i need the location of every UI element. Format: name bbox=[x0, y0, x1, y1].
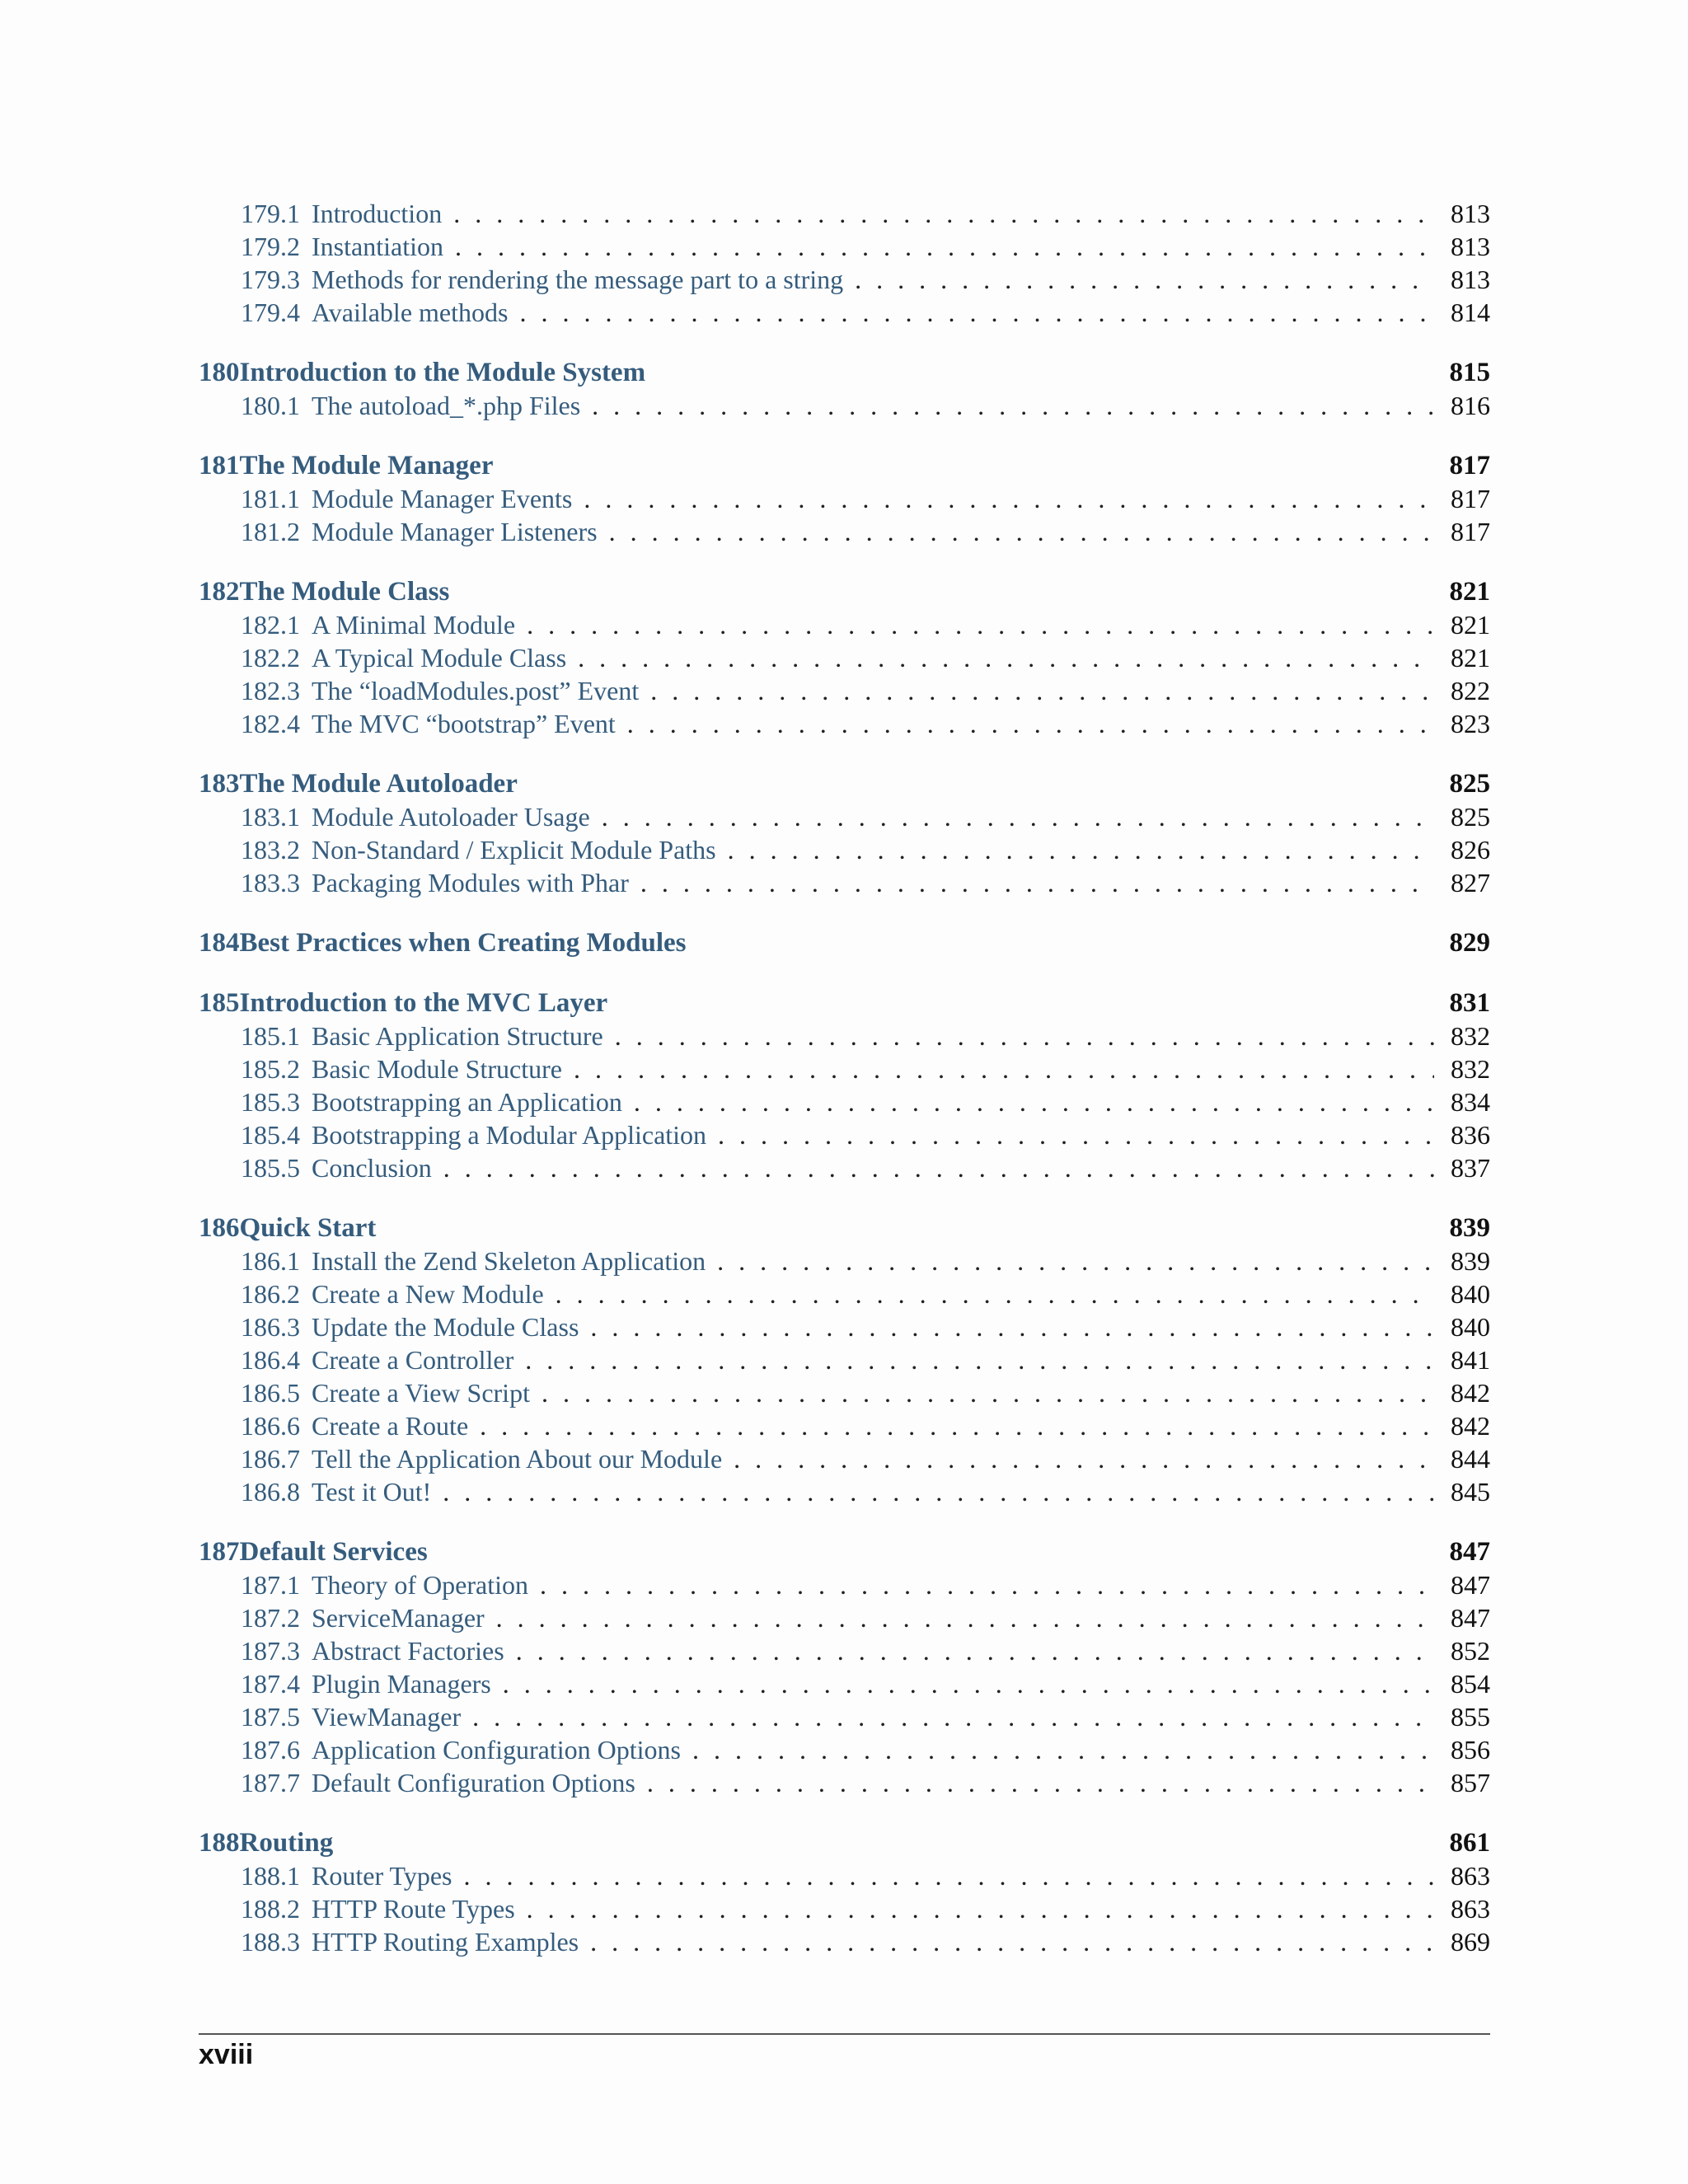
toc-section-link[interactable] bbox=[199, 1634, 1490, 1667]
table-of-contents bbox=[199, 197, 1490, 1958]
section-title: HTTP Route Types bbox=[312, 1894, 515, 1924]
toc-chapter-link[interactable] bbox=[199, 356, 1490, 389]
section-title: Bootstrapping a Modular Application bbox=[312, 1120, 707, 1150]
toc-chapter-link[interactable] bbox=[199, 1212, 1490, 1244]
toc-chapter-link[interactable] bbox=[199, 1826, 1490, 1859]
chapter-number: 182 bbox=[199, 577, 240, 607]
chapter-page-number: 817 bbox=[1449, 451, 1490, 480]
chapter-page-number: 839 bbox=[1449, 1213, 1490, 1243]
section-page-number: 816 bbox=[1451, 391, 1490, 420]
section-number: 188.1 bbox=[241, 1861, 300, 1891]
section-title: Install the Zend Skeleton Application bbox=[312, 1246, 706, 1276]
toc-section-link[interactable] bbox=[199, 1442, 1490, 1475]
section-page-number: 845 bbox=[1451, 1477, 1490, 1507]
section-title: ViewManager bbox=[312, 1702, 462, 1732]
section-title: Create a New Module bbox=[312, 1279, 544, 1309]
section-page-number: 869 bbox=[1451, 1927, 1490, 1957]
toc-chapter-link[interactable] bbox=[199, 926, 1490, 959]
section-page-number: 836 bbox=[1451, 1120, 1490, 1150]
section-page-number: 832 bbox=[1451, 1021, 1490, 1051]
section-page-number: 842 bbox=[1451, 1411, 1490, 1441]
toc-section-link[interactable] bbox=[199, 1475, 1490, 1508]
section-page-number: 856 bbox=[1451, 1735, 1490, 1765]
chapter-number: 184 bbox=[199, 928, 240, 958]
toc-section-link[interactable] bbox=[199, 1052, 1490, 1085]
section-title: Create a Controller bbox=[312, 1345, 514, 1375]
chapter-title: The Module Autoloader bbox=[239, 769, 518, 799]
section-page-number: 817 bbox=[1451, 484, 1490, 513]
toc-chapter-link[interactable] bbox=[199, 987, 1490, 1019]
section-title: Plugin Managers bbox=[312, 1669, 491, 1699]
toc-section-link[interactable] bbox=[199, 296, 1490, 329]
section-title: ServiceManager bbox=[312, 1603, 485, 1633]
section-number: 183.1 bbox=[241, 802, 300, 832]
dot-leader bbox=[525, 1343, 1434, 1376]
section-page-number: 827 bbox=[1451, 868, 1490, 898]
section-number: 186.7 bbox=[241, 1444, 300, 1474]
section-number: 186.1 bbox=[241, 1246, 300, 1276]
section-title: HTTP Routing Examples bbox=[312, 1927, 579, 1957]
section-title: Create a View Script bbox=[312, 1378, 530, 1408]
section-page-number: 817 bbox=[1451, 517, 1490, 546]
section-number: 187.2 bbox=[241, 1603, 300, 1633]
section-title: Module Autoloader Usage bbox=[312, 802, 590, 832]
dot-leader bbox=[472, 1700, 1434, 1733]
section-page-number: 839 bbox=[1451, 1246, 1490, 1276]
toc-chapter-link[interactable] bbox=[199, 449, 1490, 482]
section-number: 187.6 bbox=[241, 1735, 300, 1765]
dot-leader bbox=[592, 389, 1434, 422]
dot-leader bbox=[855, 263, 1434, 296]
section-title: Module Manager Listeners bbox=[312, 517, 598, 546]
dot-leader bbox=[443, 1475, 1434, 1508]
dot-leader bbox=[527, 608, 1434, 641]
section-number: 186.2 bbox=[241, 1279, 300, 1309]
section-number: 186.4 bbox=[241, 1345, 300, 1375]
section-number: 179.1 bbox=[241, 199, 300, 228]
section-number: 185.2 bbox=[241, 1054, 300, 1084]
section-number: 188.3 bbox=[241, 1927, 300, 1957]
chapter-number: 187 bbox=[199, 1537, 240, 1567]
section-page-number: 814 bbox=[1451, 298, 1490, 327]
toc-section-link[interactable] bbox=[199, 1085, 1490, 1118]
dot-leader bbox=[496, 1601, 1434, 1634]
section-number: 187.3 bbox=[241, 1636, 300, 1666]
section-title: Available methods bbox=[312, 298, 509, 327]
toc-section-link[interactable] bbox=[199, 833, 1490, 866]
section-page-number: 841 bbox=[1451, 1345, 1490, 1375]
chapter-number: 180 bbox=[199, 358, 240, 387]
toc-section-link[interactable] bbox=[199, 1892, 1490, 1925]
section-page-number: 842 bbox=[1451, 1378, 1490, 1408]
dot-leader bbox=[542, 1376, 1434, 1409]
section-title: The “loadModules.post” Event bbox=[312, 676, 640, 705]
section-page-number: 826 bbox=[1451, 835, 1490, 865]
dot-leader bbox=[717, 1244, 1434, 1277]
section-title: Basic Module Structure bbox=[312, 1054, 562, 1084]
dot-leader bbox=[718, 1118, 1434, 1151]
section-number: 183.2 bbox=[241, 835, 300, 865]
toc-section-link[interactable] bbox=[199, 674, 1490, 707]
dot-leader bbox=[615, 1019, 1434, 1052]
section-number: 179.3 bbox=[241, 265, 300, 294]
chapter-number: 185 bbox=[199, 988, 240, 1018]
chapter-number: 181 bbox=[199, 451, 240, 480]
dot-leader bbox=[590, 1310, 1434, 1343]
chapter-page-number: 861 bbox=[1449, 1828, 1490, 1858]
dot-leader bbox=[480, 1409, 1434, 1442]
toc-section-link[interactable] bbox=[199, 1151, 1490, 1184]
section-page-number: 855 bbox=[1451, 1702, 1490, 1732]
toc-section-link[interactable] bbox=[199, 515, 1490, 548]
section-number: 183.3 bbox=[241, 868, 300, 898]
section-title: Application Configuration Options bbox=[312, 1735, 681, 1765]
section-number: 188.2 bbox=[241, 1894, 300, 1924]
section-number: 186.5 bbox=[241, 1378, 300, 1408]
section-title: Create a Route bbox=[312, 1411, 469, 1441]
section-title: Module Manager Events bbox=[312, 484, 573, 513]
section-number: 181.1 bbox=[241, 484, 300, 513]
toc-section-link[interactable] bbox=[199, 1667, 1490, 1700]
toc-section-link[interactable] bbox=[199, 1019, 1490, 1052]
section-page-number: 821 bbox=[1451, 610, 1490, 640]
chapter-page-number: 815 bbox=[1449, 358, 1490, 387]
section-title: Conclusion bbox=[312, 1153, 432, 1183]
section-title: Instantiation bbox=[312, 232, 443, 261]
dot-leader bbox=[503, 1667, 1434, 1700]
dot-leader bbox=[734, 1442, 1434, 1475]
section-number: 187.5 bbox=[241, 1702, 300, 1732]
section-page-number: 813 bbox=[1451, 265, 1490, 294]
chapter-page-number: 825 bbox=[1449, 769, 1490, 799]
section-page-number: 822 bbox=[1451, 676, 1490, 705]
section-page-number: 825 bbox=[1451, 802, 1490, 832]
section-page-number: 863 bbox=[1451, 1861, 1490, 1891]
toc-section-link[interactable] bbox=[199, 1118, 1490, 1151]
toc-section-link[interactable] bbox=[199, 800, 1490, 833]
section-page-number: 823 bbox=[1451, 709, 1490, 738]
toc-section-link[interactable] bbox=[199, 866, 1490, 899]
dot-leader bbox=[627, 707, 1434, 740]
section-page-number: 840 bbox=[1451, 1279, 1490, 1309]
section-number: 179.2 bbox=[241, 232, 300, 261]
toc-section-link[interactable] bbox=[199, 1925, 1490, 1958]
dot-leader bbox=[602, 800, 1434, 833]
dot-leader bbox=[647, 1766, 1434, 1799]
dot-leader bbox=[453, 197, 1434, 230]
chapter-number: 186 bbox=[199, 1213, 240, 1243]
section-title: Tell the Application About our Module bbox=[312, 1444, 723, 1474]
section-number: 185.3 bbox=[241, 1087, 300, 1117]
section-page-number: 847 bbox=[1451, 1603, 1490, 1633]
footer-divider bbox=[199, 2033, 1490, 2035]
toc-chapter-link[interactable] bbox=[199, 575, 1490, 608]
section-number: 186.8 bbox=[241, 1477, 300, 1507]
toc-section-link[interactable] bbox=[199, 230, 1490, 263]
dot-leader bbox=[692, 1733, 1434, 1766]
chapter-title: Best Practices when Creating Modules bbox=[239, 928, 687, 958]
section-number: 182.2 bbox=[241, 643, 300, 673]
section-page-number: 832 bbox=[1451, 1054, 1490, 1084]
chapter-number: 183 bbox=[199, 769, 240, 799]
dot-leader bbox=[574, 1052, 1434, 1085]
section-number: 186.6 bbox=[241, 1411, 300, 1441]
dot-leader bbox=[527, 1892, 1434, 1925]
dot-leader bbox=[609, 515, 1434, 548]
chapter-title: Routing bbox=[239, 1828, 334, 1858]
toc-section-link[interactable] bbox=[199, 263, 1490, 296]
dot-leader bbox=[463, 1859, 1434, 1892]
section-page-number: 813 bbox=[1451, 199, 1490, 228]
toc-section-link[interactable] bbox=[199, 1700, 1490, 1733]
toc-section-link[interactable] bbox=[199, 1859, 1490, 1892]
section-number: 180.1 bbox=[241, 391, 300, 420]
toc-section-link[interactable] bbox=[199, 389, 1490, 422]
chapter-title: Introduction to the Module System bbox=[239, 358, 646, 387]
section-page-number: 837 bbox=[1451, 1153, 1490, 1183]
section-page-number: 844 bbox=[1451, 1444, 1490, 1474]
dot-leader bbox=[556, 1277, 1434, 1310]
section-title: Methods for rendering the message part to a string bbox=[312, 265, 844, 294]
section-number: 187.4 bbox=[241, 1669, 300, 1699]
section-page-number: 840 bbox=[1451, 1312, 1490, 1342]
section-page-number: 813 bbox=[1451, 232, 1490, 261]
dot-leader bbox=[516, 1634, 1434, 1667]
chapter-title: Default Services bbox=[239, 1537, 428, 1567]
section-page-number: 857 bbox=[1451, 1768, 1490, 1797]
dot-leader bbox=[540, 1568, 1434, 1601]
section-number: 187.1 bbox=[241, 1570, 300, 1600]
section-number: 182.1 bbox=[241, 610, 300, 640]
section-title: Non-Standard / Explicit Module Paths bbox=[312, 835, 716, 865]
toc-section-link[interactable] bbox=[199, 641, 1490, 674]
toc-section-link[interactable] bbox=[199, 1244, 1490, 1277]
toc-chapter-link[interactable] bbox=[199, 1535, 1490, 1568]
section-page-number: 863 bbox=[1451, 1894, 1490, 1924]
section-title: Default Configuration Options bbox=[312, 1768, 635, 1797]
toc-section-link[interactable] bbox=[199, 482, 1490, 515]
section-page-number: 852 bbox=[1451, 1636, 1490, 1666]
section-page-number: 854 bbox=[1451, 1669, 1490, 1699]
toc-section-link[interactable] bbox=[199, 1409, 1490, 1442]
section-title: Basic Application Structure bbox=[312, 1021, 603, 1051]
chapter-title: Introduction to the MVC Layer bbox=[239, 988, 608, 1018]
section-title: The autoload_*.php Files bbox=[312, 391, 581, 420]
section-page-number: 821 bbox=[1451, 643, 1490, 673]
toc-section-link[interactable] bbox=[199, 1343, 1490, 1376]
section-title: Update the Module Class bbox=[312, 1312, 579, 1342]
dot-leader bbox=[455, 230, 1434, 263]
dot-leader bbox=[578, 641, 1434, 674]
toc-section-link[interactable] bbox=[199, 1310, 1490, 1343]
chapter-title: The Module Class bbox=[239, 577, 450, 607]
section-number: 187.7 bbox=[241, 1768, 300, 1797]
toc-section-link[interactable] bbox=[199, 707, 1490, 740]
section-title: Bootstrapping an Application bbox=[312, 1087, 622, 1117]
section-number: 181.2 bbox=[241, 517, 300, 546]
toc-section-link[interactable] bbox=[199, 197, 1490, 230]
section-number: 186.3 bbox=[241, 1312, 300, 1342]
dot-leader bbox=[590, 1925, 1434, 1958]
chapter-page-number: 847 bbox=[1449, 1537, 1490, 1567]
section-page-number: 834 bbox=[1451, 1087, 1490, 1117]
section-number: 182.3 bbox=[241, 676, 300, 705]
section-title: Theory of Operation bbox=[312, 1570, 529, 1600]
section-title: Packaging Modules with Phar bbox=[312, 868, 629, 898]
section-title: Abstract Factories bbox=[312, 1636, 504, 1666]
section-title: A Typical Module Class bbox=[312, 643, 567, 673]
dot-leader bbox=[650, 674, 1434, 707]
toc-section-link[interactable] bbox=[199, 1766, 1490, 1799]
chapter-page-number: 829 bbox=[1449, 928, 1490, 958]
toc-section-link[interactable] bbox=[199, 1376, 1490, 1409]
section-title: A Minimal Module bbox=[312, 610, 516, 640]
section-title: The MVC “bootstrap” Event bbox=[312, 709, 616, 738]
footer-page-number: xviii bbox=[199, 2039, 254, 2070]
toc-section-link[interactable] bbox=[199, 1568, 1490, 1601]
toc-section-link[interactable] bbox=[199, 1601, 1490, 1634]
dot-leader bbox=[728, 833, 1434, 866]
toc-section-link[interactable] bbox=[199, 608, 1490, 641]
section-title: Test it Out! bbox=[312, 1477, 432, 1507]
dot-leader bbox=[634, 1085, 1434, 1118]
dot-leader bbox=[443, 1151, 1434, 1184]
dot-leader bbox=[640, 866, 1434, 899]
section-number: 185.4 bbox=[241, 1120, 300, 1150]
chapter-title: The Module Manager bbox=[239, 451, 494, 480]
section-title: Router Types bbox=[312, 1861, 452, 1891]
toc-section-link[interactable] bbox=[199, 1733, 1490, 1766]
toc-section-link[interactable] bbox=[199, 1277, 1490, 1310]
section-page-number: 847 bbox=[1451, 1570, 1490, 1600]
chapter-title: Quick Start bbox=[239, 1213, 377, 1243]
dot-leader bbox=[519, 296, 1434, 329]
section-number: 182.4 bbox=[241, 709, 300, 738]
toc-chapter-link[interactable] bbox=[199, 767, 1490, 800]
chapter-number: 188 bbox=[199, 1828, 240, 1858]
chapter-page-number: 831 bbox=[1449, 988, 1490, 1018]
chapter-page-number: 821 bbox=[1449, 577, 1490, 607]
section-number: 179.4 bbox=[241, 298, 300, 327]
section-title: Introduction bbox=[312, 199, 443, 228]
dot-leader bbox=[584, 482, 1434, 515]
section-number: 185.1 bbox=[241, 1021, 300, 1051]
section-number: 185.5 bbox=[241, 1153, 300, 1183]
